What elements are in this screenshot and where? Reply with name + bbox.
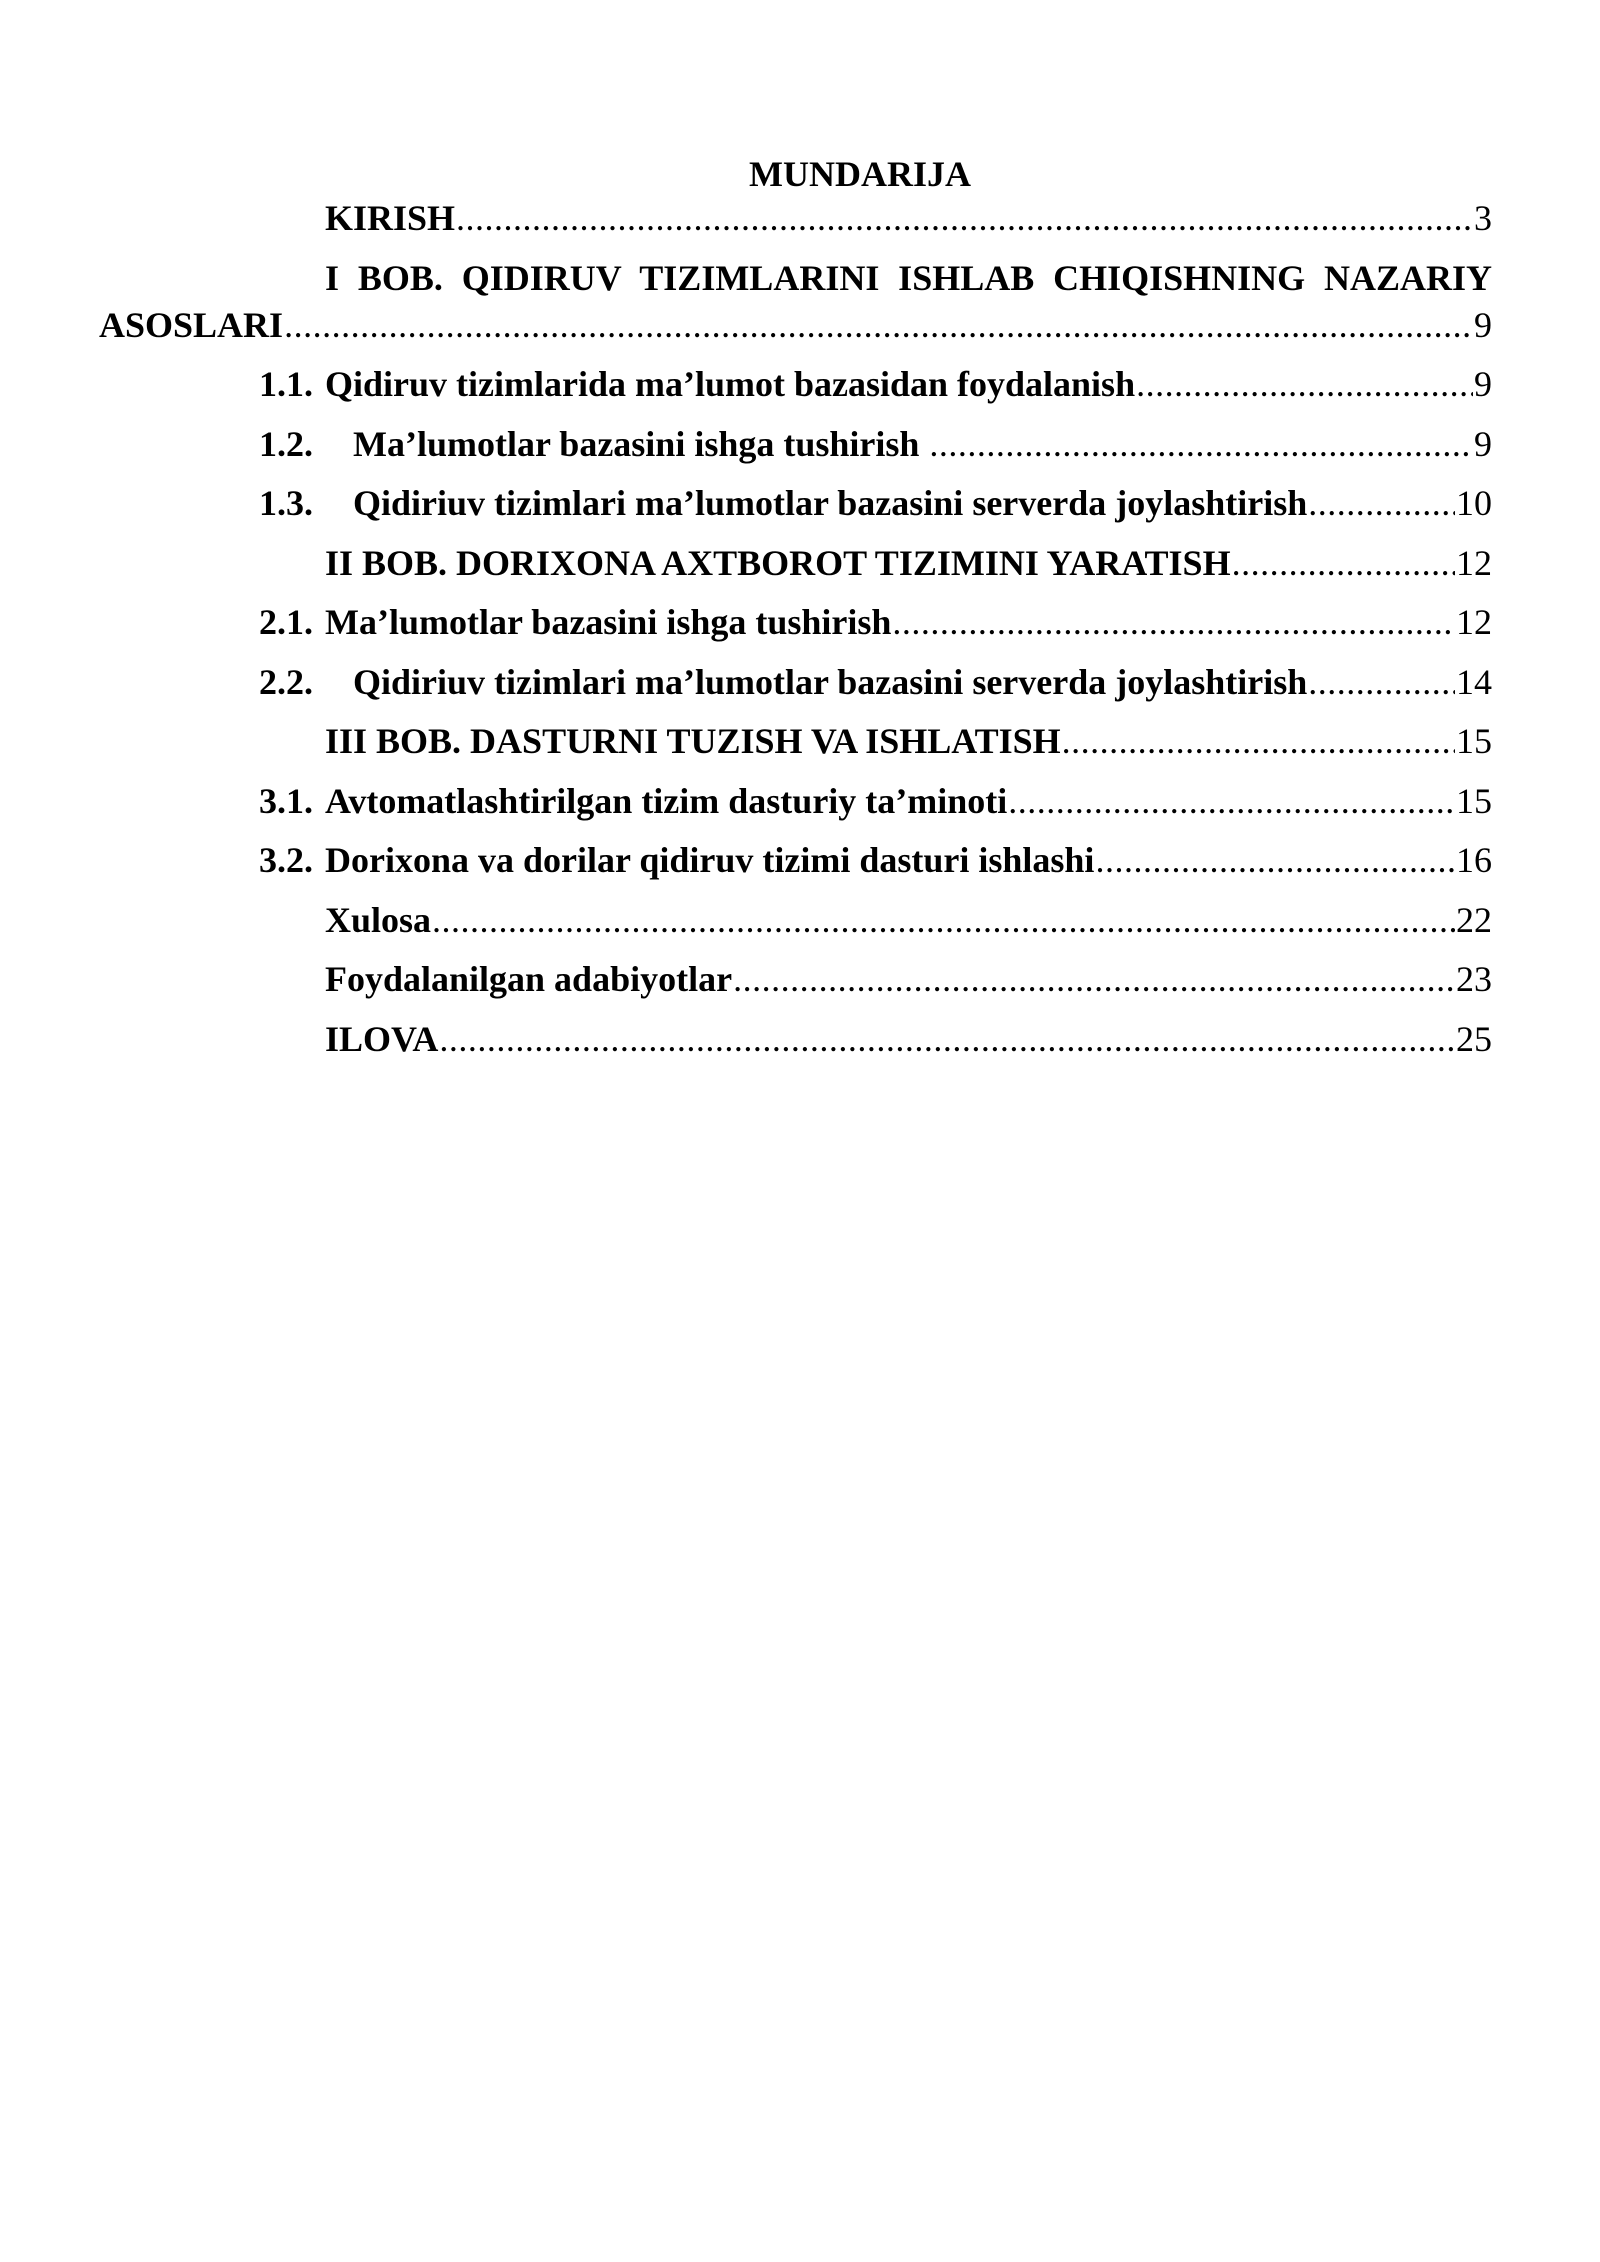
toc-entry-page: 14 [1456,661,1492,702]
dot-leader [284,303,1473,347]
toc-entry-page: 22 [1456,899,1492,940]
toc-entry-chapter-1[interactable] [99,256,1492,347]
toc-title: MUNDARIJA [749,154,971,194]
dot-leader [1008,779,1455,823]
toc-entry-number: 2.1. [259,602,313,642]
toc-entry-page: 3 [1474,198,1492,238]
toc-entry-page: 25 [1456,1018,1492,1059]
toc-entry-xulosa[interactable] [230,898,1492,942]
toc-entry-label: Qidiriuv tizimlari ma’lumotlar bazasini serverda joylashtirish [353,661,1308,702]
toc-entry-page: 15 [1456,780,1492,821]
toc-entry-page: 12 [1456,542,1492,583]
dot-leader [456,196,1473,240]
dot-leader [892,600,1455,644]
toc-entry-page: 15 [1456,721,1492,761]
toc-entry-label: Avtomatlashtirilgan tizim dasturiy ta’minoti [325,780,1008,821]
toc-entry-3-2[interactable] [230,838,1492,882]
dot-leader [929,422,1473,466]
toc-entry-number: 1.2. [259,423,313,464]
toc-entry-1-2[interactable] [230,422,1492,466]
toc-entry-adabiyotlar[interactable] [230,957,1492,1001]
toc-entry-label: Ma’lumotlar bazasini ishga tushirish [353,423,920,464]
dot-leader [1095,838,1455,882]
toc-entry-page: 9 [1474,423,1492,464]
toc-entry-page: 16 [1456,840,1492,880]
dot-leader [439,1017,1455,1061]
dot-leader [1232,541,1455,585]
toc-entry-label: KIRISH [325,198,456,238]
toc-entry-page: 10 [1456,483,1492,523]
toc-entry-label: ILOVA [325,1018,439,1059]
toc-entry-chapter-2[interactable] [230,541,1492,585]
toc-entry-2-2[interactable] [230,660,1492,704]
toc-entry-2-1[interactable] [230,600,1492,644]
dot-leader [1062,719,1455,763]
toc-entry-label-line2: ASOSLARI [99,304,284,345]
toc-entry-label: III BOB. DASTURNI TUZISH VA ISHLATISH [325,721,1061,761]
toc-entry-number: 1.3. [259,483,313,523]
toc-entry-page: 12 [1456,602,1492,642]
toc-entry-number: 3.1. [259,780,313,821]
toc-entry-label: Qidiriuv tizimlari ma’lumotlar bazasini serverda joylashtirish [353,483,1308,523]
toc-entry-ilova[interactable] [230,1017,1492,1061]
toc-entry-number: 2.2. [259,661,313,702]
dot-leader [1308,660,1455,704]
dot-leader [1308,481,1455,525]
toc-entry-label: Foydalanilgan adabiyotlar [325,959,733,999]
toc-entry-number: 1.1. [259,364,313,404]
toc-entry-page: 9 [1474,364,1492,404]
toc-entry-page: 9 [1474,304,1492,345]
toc-entry-label: Dorixona va dorilar qidiruv tizimi dasturi ishlashi [325,840,1095,880]
toc-entry-label-line1: I BOB. QIDIRUV TIZIMLARINI ISHLAB CHIQISHNING NAZARIY [325,257,1492,298]
toc-entry-page: 23 [1456,959,1492,999]
toc-entry-label: Ma’lumotlar bazasini ishga tushirish [325,602,892,642]
table-of-contents [99,196,1492,1076]
toc-entry-line2 [99,303,1492,347]
dot-leader [733,957,1455,1001]
toc-entry-label: II BOB. DORIXONA AXTBOROT TIZIMINI YARATISH [325,542,1231,583]
toc-entry-chapter-3[interactable] [230,719,1492,763]
toc-entry-label: Qidiruv tizimlarida ma’lumot bazasidan foydalanish [325,364,1136,404]
dot-leader [1136,362,1473,406]
toc-entry-1-3[interactable] [230,481,1492,525]
toc-entry-3-1[interactable] [230,779,1492,823]
toc-entry-label: Xulosa [325,899,432,940]
toc-entry-1-1[interactable] [230,362,1492,406]
toc-entry-number: 3.2. [259,840,313,880]
toc-entry-kirish[interactable] [230,196,1492,240]
dot-leader [432,898,1455,942]
